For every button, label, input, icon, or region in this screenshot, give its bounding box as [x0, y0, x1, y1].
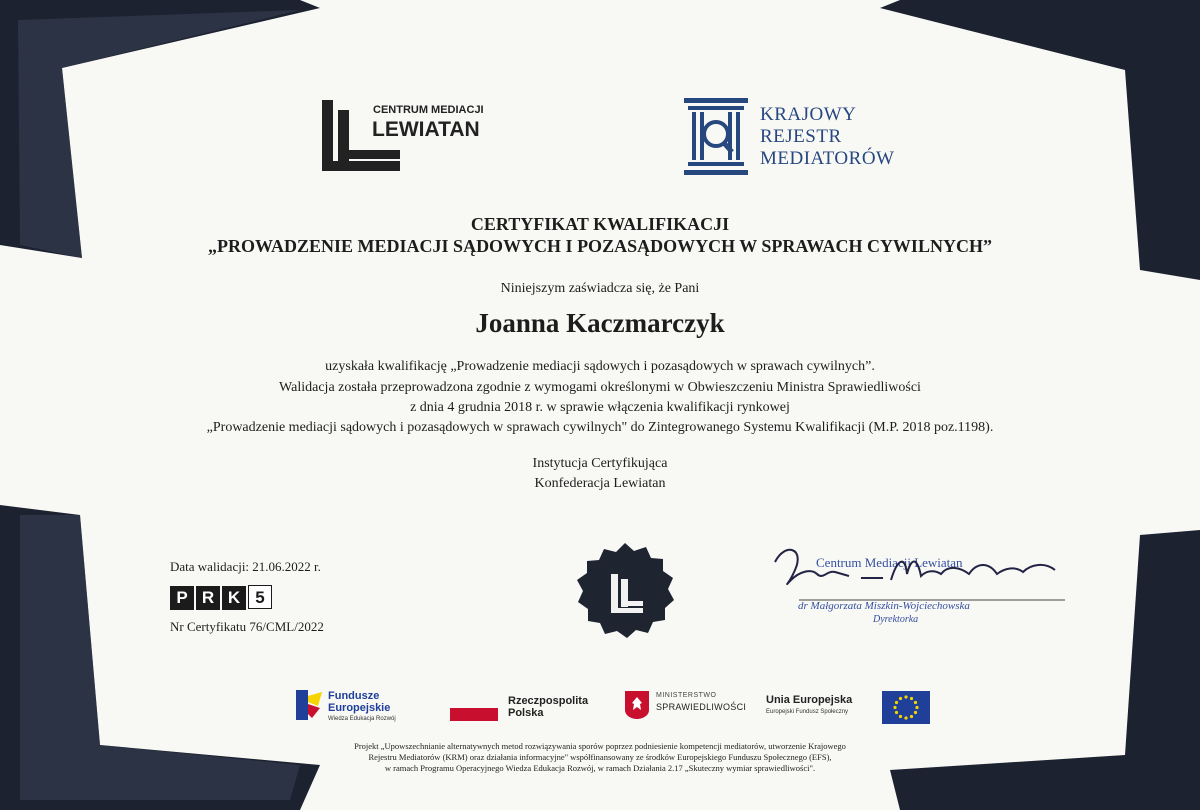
- signer-role: Dyrektorka: [873, 614, 919, 625]
- fe-line3: Wiedza Edukacja Rozwój: [328, 716, 396, 722]
- prk-letter-k: K: [222, 586, 246, 610]
- fe-line1: Fundusze: [328, 690, 380, 702]
- certificate-title: CERTYFIKAT KWALIFIKACJI: [470, 214, 730, 234]
- polish-eagle-icon: [624, 690, 650, 720]
- signer-name: dr Małgorzata Miszkin-Wojciechowska: [798, 600, 970, 612]
- project-note-line2: Rejestru Mediatorów (KRM) oraz działania informacyjne" współfinansowany ze środków Europejskiego Funduszu Społecznego (EFS),: [368, 752, 832, 762]
- ue-line2: Europejski Fundusz Społeczny: [766, 709, 849, 715]
- institution-label: Instytucja Certyfikująca: [532, 456, 668, 471]
- ue-line1: Unia Europejska: [766, 694, 853, 706]
- ms-line2: SPRAWIEDLIWOŚCI: [656, 702, 747, 712]
- recipient-name: Joanna Kaczmarczyk: [475, 308, 725, 338]
- rp-line2: Polska: [508, 707, 544, 719]
- fundusze-europejskie-icon: [296, 690, 322, 720]
- certificate-body-line3: z dnia 4 grudnia 2018 r. w sprawie włączenia kwalifikacji rynkowej: [410, 400, 790, 415]
- certificate-number: Nr Certyfikatu 76/CML/2022: [170, 619, 324, 634]
- stamp-organization: Centrum Mediacji Lewiatan: [816, 555, 963, 570]
- project-note-line3: w ramach Programu Operacyjnego Wiedza Edukacja Rozwój, w ramach Działania 2.17 „Skuteczny wymiar sprawiedliwości".: [384, 763, 816, 773]
- krm-logo-line1: KRAJOWY: [760, 104, 857, 125]
- validation-date: Data walidacji: 21.06.2022 r.: [170, 559, 321, 574]
- certificate-body-line1: uzyskała kwalifikację „Prowadzenie mediacji sądowych i pozasądowych w sprawach cywilnych”.: [325, 359, 875, 374]
- eu-flag-icon: [882, 691, 930, 724]
- lewiatan-logo-line1: CENTRUM MEDIACJI: [373, 104, 484, 116]
- certificate-body-line4: „Prowadzenie mediacji sądowych i pozasądowych w sprawach cywilnych" do Zintegrowanego Systemu Kwalifikacji (M.P. 2018 poz.1198).: [206, 420, 994, 435]
- certificate-intro: Niniejszym zaświadcza się, że Pani: [500, 281, 700, 296]
- project-note-line1: Projekt „Upowszechnianie alternatywnych metod rozwiązywania sporów poprzez podniesienie kompetencji mediatorów, utworzenie Krajowego: [354, 741, 846, 751]
- prk-letter-p: P: [170, 586, 194, 610]
- lewiatan-logo-line2: LEWIATAN: [372, 118, 480, 141]
- certificate-subtitle: „PROWADZENIE MEDIACJI SĄDOWYCH I POZASĄDOWYCH W SPRAWACH CYWILNYCH”: [208, 236, 992, 256]
- ms-line1: MINISTERSTWO: [656, 692, 717, 699]
- lewiatan-seal-icon: [573, 541, 677, 645]
- krm-logo-line3: MEDIATORÓW: [760, 148, 895, 169]
- institution-name: Konfederacja Lewiatan: [534, 476, 666, 491]
- prk-letter-r: R: [196, 586, 220, 610]
- krm-logo-line2: REJESTR: [760, 126, 842, 147]
- krm-logo-icon: [684, 98, 750, 180]
- prk-level: 5: [248, 585, 272, 609]
- fe-line2: Europejskie: [328, 702, 391, 714]
- prk-badge: [170, 585, 274, 610]
- rp-flag-icon: [450, 708, 498, 721]
- rp-line1: Rzeczpospolita: [508, 695, 589, 707]
- certificate-body-line2: Walidacja została przeprowadzona zgodnie z wymogami określonymi w Obwieszczeniu Ministra Sprawiedliwości: [279, 380, 921, 395]
